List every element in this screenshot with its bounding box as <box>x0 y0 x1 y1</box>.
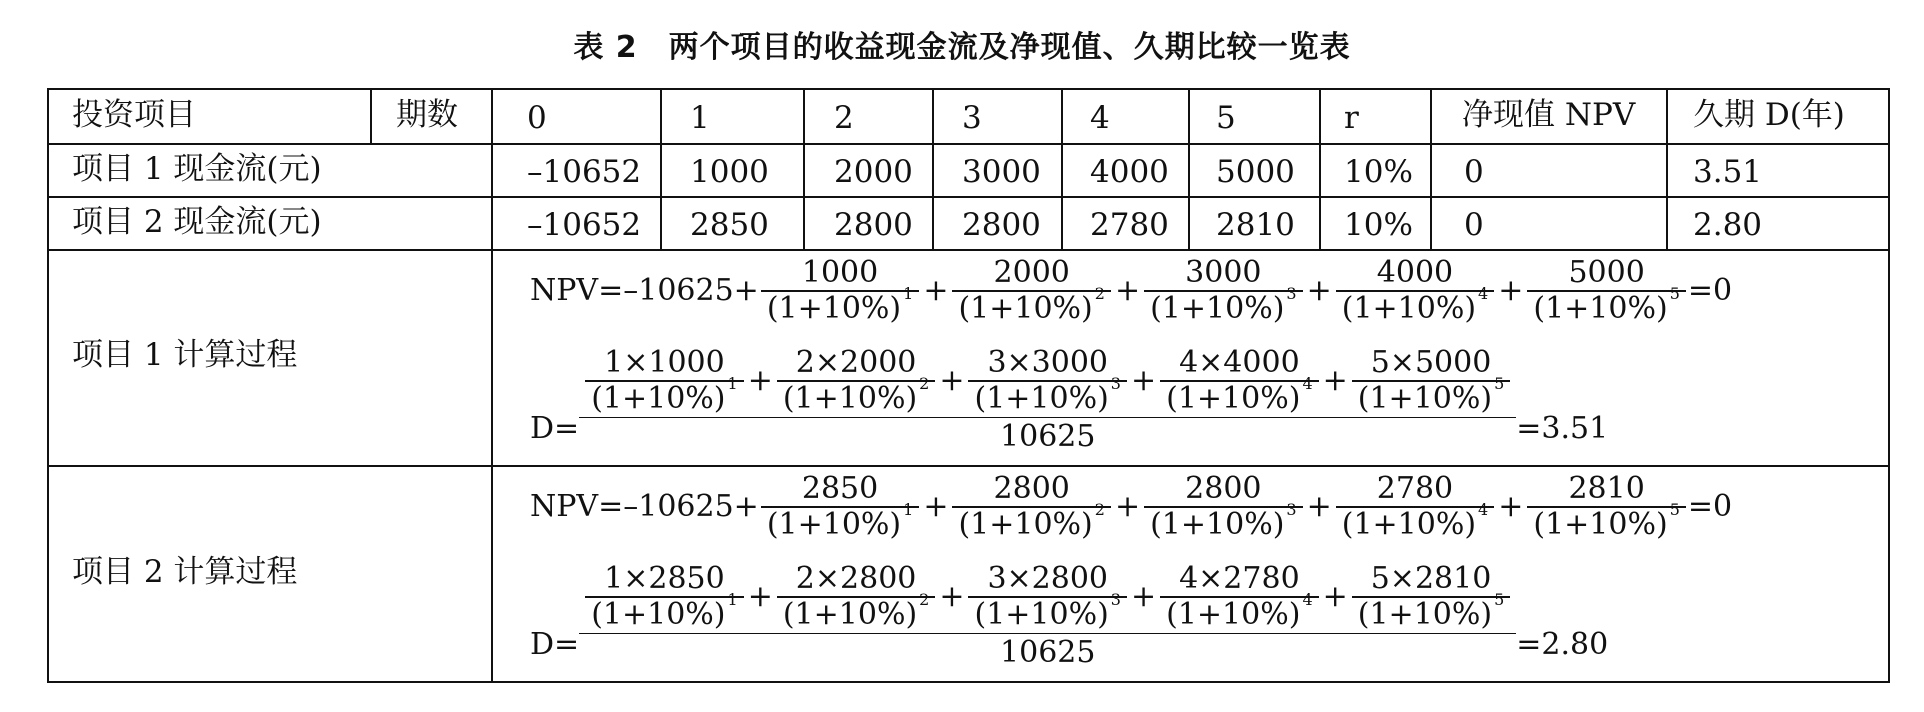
table-cell: 2800 <box>834 207 913 243</box>
table-border-left <box>47 88 49 683</box>
fraction-term <box>952 471 1111 542</box>
fraction-numerator: 3000 <box>1185 255 1262 290</box>
npv-terms <box>759 255 1688 326</box>
col-divider <box>1061 88 1063 250</box>
table-cell: 5000 <box>1216 154 1295 190</box>
table-cell: 0 <box>1464 207 1484 243</box>
table-cell: 2780 <box>1090 207 1169 243</box>
fraction-term <box>585 345 744 416</box>
exponent: 4 <box>1478 283 1489 303</box>
col-divider <box>1188 88 1190 250</box>
col-divider <box>803 88 805 250</box>
exponent: 3 <box>1286 283 1297 303</box>
col-divider <box>660 88 662 250</box>
fraction-denominator: (1+10%) $^4$ <box>1166 589 1313 632</box>
table-cell: 2800 <box>962 207 1041 243</box>
col-divider <box>1666 88 1668 250</box>
plus-sign: + <box>939 363 965 399</box>
fraction-denominator: (1+10%) $^5$ <box>1357 589 1505 632</box>
plus-sign: + <box>1130 363 1157 399</box>
duration-formula <box>530 345 1609 454</box>
fraction-term <box>777 561 936 632</box>
fraction-denominator: (1+10%) $^4$ <box>1166 373 1313 416</box>
npv-prefix: NPV=–10625+ <box>530 489 759 525</box>
col-divider <box>1319 88 1321 250</box>
table-cell: 1000 <box>690 154 769 190</box>
duration-result: =2.80 <box>1516 626 1609 662</box>
exponent: 3 <box>1286 499 1297 519</box>
plus-sign: + <box>1114 273 1141 309</box>
fraction-numerator: 4×4000 <box>1179 345 1300 380</box>
calc-label-project-2: 项目 2 计算过程 <box>72 554 298 590</box>
exponent: 2 <box>919 373 930 393</box>
duration-fraction <box>579 345 1516 454</box>
table-cell: 2850 <box>690 207 769 243</box>
exponent: 2 <box>1094 283 1105 303</box>
exponent: 1 <box>727 373 738 393</box>
fraction-numerator: 5000 <box>1568 255 1645 290</box>
exponent: 5 <box>1669 499 1680 519</box>
exponent: 4 <box>1302 373 1313 393</box>
npv-suffix: =0 <box>1687 489 1733 525</box>
plus-sign: + <box>747 579 773 615</box>
fraction-numerator: 2800 <box>993 471 1070 506</box>
fraction-denominator: (1+10%) $^5$ <box>1357 373 1505 416</box>
fraction-numerator: 3×3000 <box>987 345 1109 380</box>
duration-prefix: D= <box>530 410 580 446</box>
duration-fraction <box>579 561 1516 670</box>
fraction-term <box>1144 255 1303 326</box>
table-cell: 10% <box>1344 154 1413 190</box>
row-label-project-1: 项目 1 现金流(元) <box>72 151 322 187</box>
fraction-term <box>777 345 936 416</box>
fraction-numerator: 4000 <box>1376 255 1454 290</box>
fraction-denominator: (1+10%) $^5$ <box>1533 499 1680 542</box>
table-border-bottom <box>47 681 1890 683</box>
plus-sign: + <box>923 273 949 309</box>
fraction-denominator: (1+10%) $^3$ <box>1150 499 1297 542</box>
fraction-denominator: (1+10%) $^2$ <box>782 589 930 632</box>
table-cell: 10% <box>1344 207 1413 243</box>
table-cell: 0 <box>1464 154 1484 190</box>
npv-formula <box>530 471 1733 542</box>
fraction-denominator: (1+10%) $^2$ <box>958 283 1105 326</box>
table-cell: 3000 <box>962 154 1041 190</box>
fraction-term <box>1352 345 1511 416</box>
header-period-0: 0 <box>527 100 547 136</box>
npv-formula <box>530 255 1733 326</box>
col-divider <box>370 88 372 144</box>
plus-sign: + <box>1322 363 1348 399</box>
fraction-denominator: (1+10%) $^3$ <box>1150 283 1297 326</box>
duration-denominator: 10625 <box>1000 419 1096 454</box>
exponent: 1 <box>903 499 914 519</box>
exponent: 1 <box>903 283 914 303</box>
duration-numerator <box>579 561 1516 633</box>
fraction-term <box>952 255 1111 326</box>
col-divider <box>491 88 493 683</box>
fraction-term <box>585 561 744 632</box>
fraction-numerator: 2800 <box>1185 471 1262 506</box>
fraction-denominator: (1+10%) $^1$ <box>766 499 914 542</box>
exponent: 5 <box>1669 283 1680 303</box>
plus-sign: + <box>1498 489 1524 525</box>
header-npv: 净现值 NPV <box>1462 97 1636 133</box>
row-divider <box>47 465 1890 467</box>
calc-label-project-1: 项目 1 计算过程 <box>72 337 298 373</box>
exponent: 2 <box>919 589 930 609</box>
fraction-numerator: 4×2780 <box>1179 561 1300 596</box>
plus-sign: + <box>1322 579 1348 615</box>
fraction-numerator: 2×2800 <box>795 561 917 596</box>
col-divider <box>932 88 934 250</box>
header-period-5: 5 <box>1216 100 1236 136</box>
row-divider <box>47 249 1890 251</box>
header-duration: 久期 D(年) <box>1693 97 1845 133</box>
plus-sign: + <box>747 363 773 399</box>
fraction-numerator: 5×5000 <box>1370 345 1492 380</box>
fraction-numerator: 2810 <box>1568 471 1645 506</box>
fraction-denominator: (1+10%) $^4$ <box>1341 499 1489 542</box>
header-periods: 期数 <box>396 97 458 133</box>
fraction-term <box>1160 561 1319 632</box>
plus-sign: + <box>1306 489 1332 525</box>
fraction-numerator: 2×2000 <box>795 345 917 380</box>
exponent: 3 <box>1110 589 1121 609</box>
fraction-numerator: 1×1000 <box>604 345 725 380</box>
exponent: 3 <box>1110 373 1121 393</box>
header-period-2: 2 <box>834 100 854 136</box>
exponent: 4 <box>1302 589 1313 609</box>
table-cell: 2000 <box>834 154 913 190</box>
header-period-4: 4 <box>1090 100 1110 136</box>
fraction-numerator: 3×2800 <box>987 561 1109 596</box>
fraction-denominator: (1+10%) $^3$ <box>974 589 1121 632</box>
fraction-term <box>761 471 920 542</box>
fraction-denominator: (1+10%) $^4$ <box>1341 283 1489 326</box>
npv-prefix: NPV=–10625+ <box>530 273 759 309</box>
fraction-term <box>1527 471 1686 542</box>
fraction-term <box>1336 471 1495 542</box>
table-cell: 3.51 <box>1693 154 1763 190</box>
fraction-denominator: (1+10%) $^1$ <box>591 589 738 632</box>
exponent: 4 <box>1478 499 1489 519</box>
row-divider <box>47 143 1890 145</box>
header-period-1: 1 <box>690 100 710 136</box>
table-border-top <box>47 88 1890 90</box>
table-cell: –10652 <box>527 207 642 243</box>
npv-suffix: =0 <box>1687 273 1733 309</box>
table-title: 表 2 两个项目的收益现金流及净现值、久期比较一览表 <box>573 30 1351 65</box>
table-cell: 2810 <box>1216 207 1295 243</box>
fraction-term <box>968 561 1127 632</box>
fraction-term <box>1336 255 1495 326</box>
fraction-denominator: (1+10%) $^3$ <box>974 373 1121 416</box>
fraction-numerator: 5×2810 <box>1370 561 1492 596</box>
duration-prefix: D= <box>530 626 580 662</box>
row-divider <box>47 196 1890 198</box>
plus-sign: + <box>1130 579 1157 615</box>
npv-terms <box>759 471 1688 542</box>
exponent: 1 <box>727 589 738 609</box>
table-cell: 4000 <box>1090 154 1169 190</box>
fraction-denominator: (1+10%) $^2$ <box>958 499 1105 542</box>
fraction-term <box>1144 471 1303 542</box>
table-cell: –10652 <box>527 154 642 190</box>
table-cell: 2.80 <box>1693 207 1763 243</box>
fraction-term <box>968 345 1127 416</box>
plus-sign: + <box>1498 273 1524 309</box>
exponent: 2 <box>1094 499 1105 519</box>
fraction-numerator: 1×2850 <box>604 561 725 596</box>
plus-sign: + <box>1114 489 1141 525</box>
duration-denominator: 10625 <box>1000 635 1096 670</box>
duration-result: =3.51 <box>1516 410 1609 446</box>
fraction-term <box>761 255 920 326</box>
plus-sign: + <box>939 579 965 615</box>
fraction-term <box>1160 345 1319 416</box>
header-rate: r <box>1344 100 1359 136</box>
exponent: 5 <box>1494 589 1505 609</box>
header-project: 投资项目 <box>72 97 196 133</box>
duration-numerator <box>579 345 1516 417</box>
table-border-right <box>1888 88 1890 683</box>
fraction-numerator: 2850 <box>801 471 879 506</box>
fraction-denominator: (1+10%) $^1$ <box>766 283 914 326</box>
col-divider <box>1430 88 1432 250</box>
fraction-numerator: 1000 <box>801 255 879 290</box>
fraction-denominator: (1+10%) $^5$ <box>1533 283 1680 326</box>
fraction-term <box>1527 255 1686 326</box>
row-label-project-2: 项目 2 现金流(元) <box>72 204 322 240</box>
fraction-denominator: (1+10%) $^1$ <box>591 373 738 416</box>
fraction-numerator: 2000 <box>993 255 1070 290</box>
header-period-3: 3 <box>962 100 982 136</box>
fraction-denominator: (1+10%) $^2$ <box>782 373 930 416</box>
duration-formula <box>530 561 1609 670</box>
plus-sign: + <box>1306 273 1332 309</box>
plus-sign: + <box>923 489 949 525</box>
fraction-numerator: 2780 <box>1376 471 1454 506</box>
fraction-term <box>1352 561 1511 632</box>
exponent: 5 <box>1494 373 1505 393</box>
